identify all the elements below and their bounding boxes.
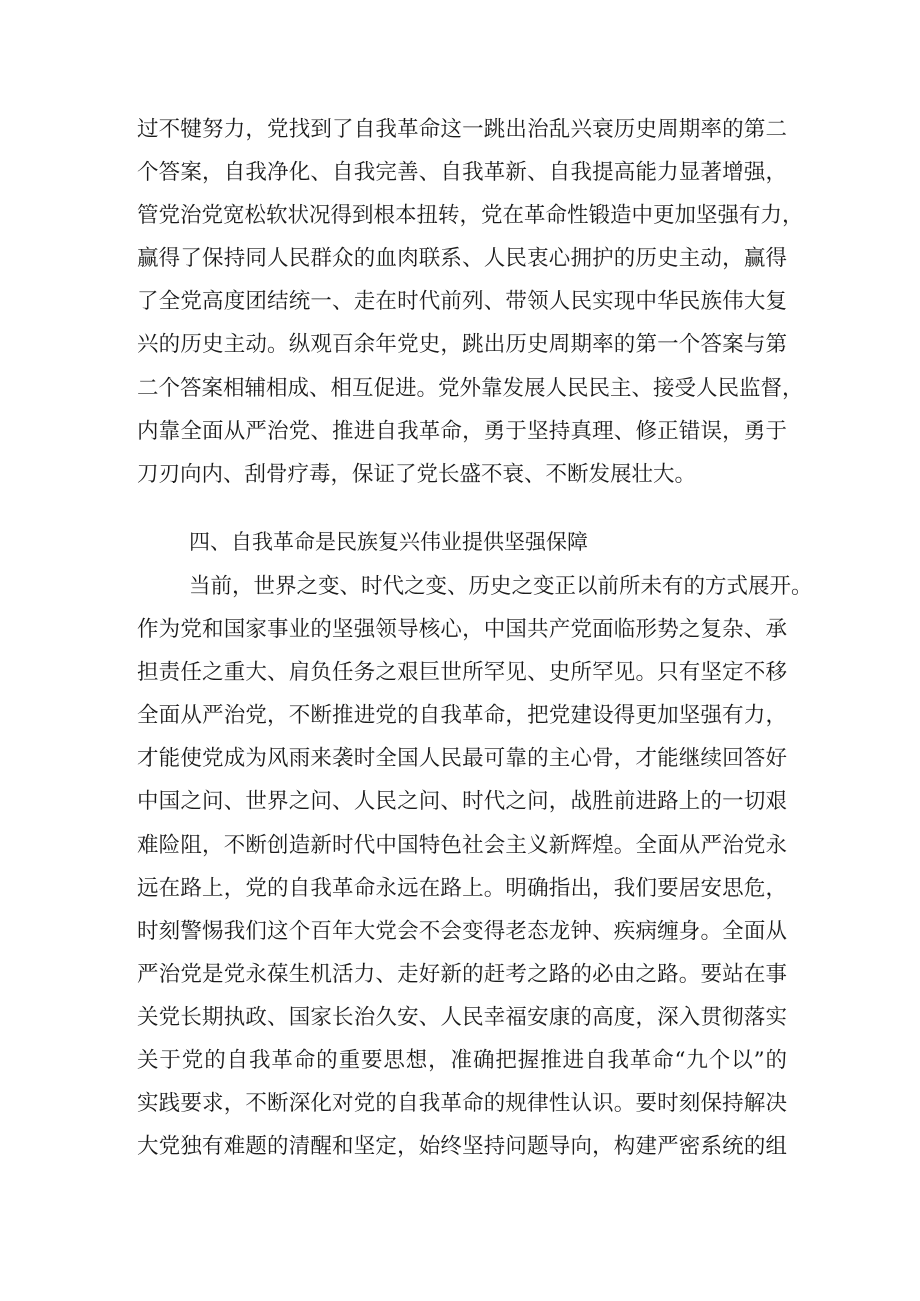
paragraph-line: 担责任之重大、肩负任务之艰巨世所罕见、史所罕见。只有坚定不移 <box>137 660 787 686</box>
paragraph-line: 中国之问、世界之问、人民之问、时代之问，战胜前进路上的一切艰 <box>137 789 787 815</box>
paragraph-1 <box>137 108 804 496</box>
section-heading: 四、自我革命是民族复兴伟业提供坚强保障 <box>189 530 588 554</box>
paragraph-line: 个答案，自我净化、自我完善、自我革新、自我提高能力显著增强， <box>137 160 787 186</box>
paragraph-line: 二个答案相辅相成、相互促进。党外靠发展人民民主、接受人民监督， <box>137 375 804 401</box>
paragraph-line: 内靠全面从严治党、推进自我革命，勇于坚持真理、修正错误，勇于 <box>137 418 787 444</box>
paragraph-line: 难险阻，不断创造新时代中国特色社会主义新辉煌。全面从严治党永 <box>137 832 787 858</box>
paragraph-line: 了全党高度团结统一、走在时代前列、带领人民实现中华民族伟大复 <box>137 289 787 315</box>
paragraph-line: 关于党的自我革命的重要思想，准确把握推进自我革命“九个以”的 <box>137 1048 787 1074</box>
paragraph-line: 当前，世界之变、时代之变、历史之变正以前所未有的方式展开。 <box>189 574 813 599</box>
paragraph-line: 时刻警惕我们这个百年大党会不会变得老态龙钟、疾病缠身。全面从 <box>137 918 787 944</box>
paragraph-line: 关党长期执政、国家长治久安、人民幸福安康的高度，深入贯彻落实 <box>137 1004 787 1030</box>
paragraph-line: 实践要求，不断深化对党的自我革命的规律性认识。要时刻保持解决 <box>137 1091 787 1117</box>
paragraph-line: 赢得了保持同人民群众的血肉联系、人民衷心拥护的历史主动，赢得 <box>137 246 787 272</box>
paragraph-line: 全面从严治党，不断推进党的自我革命，把党建设得更加坚强有力， <box>137 703 787 729</box>
paragraph-line: 作为党和国家事业的坚强领导核心，中国共产党面临形势之复杂、承 <box>137 617 787 643</box>
paragraph-line: 过不犍努力，党找到了自我革命这一跳出治乱兴衰历史周期率的第二 <box>137 117 787 142</box>
paragraph-line: 大党独有难题的清醒和坚定，始终坚持问题导向，构建严密系统的组 <box>137 1134 787 1160</box>
paragraph-line: 刀刃向内、刮骨疗毒，保证了党长盛不衰、不断发展壮大。 <box>137 461 697 487</box>
paragraph-line: 严治党是党永葆生机活力、走好新的赶考之路的必由之路。要站在事 <box>137 961 787 987</box>
paragraph-line: 远在路上，党的自我革命永远在路上。明确指出，我们要居安思危， <box>137 875 787 901</box>
paragraph-line: 管党治党宽松软状况得到根本扭转，党在革命性锻造中更加坚强有力， <box>137 203 804 229</box>
paragraph-line: 兴的历史主动。纵观百余年党史，跳出历史周期率的第一个答案与第 <box>137 332 787 358</box>
paragraph-line: 才能使党成为风雨来袭时全国人民最可靠的主心骨，才能继续回答好 <box>137 746 787 772</box>
paragraph-2 <box>137 565 813 1168</box>
